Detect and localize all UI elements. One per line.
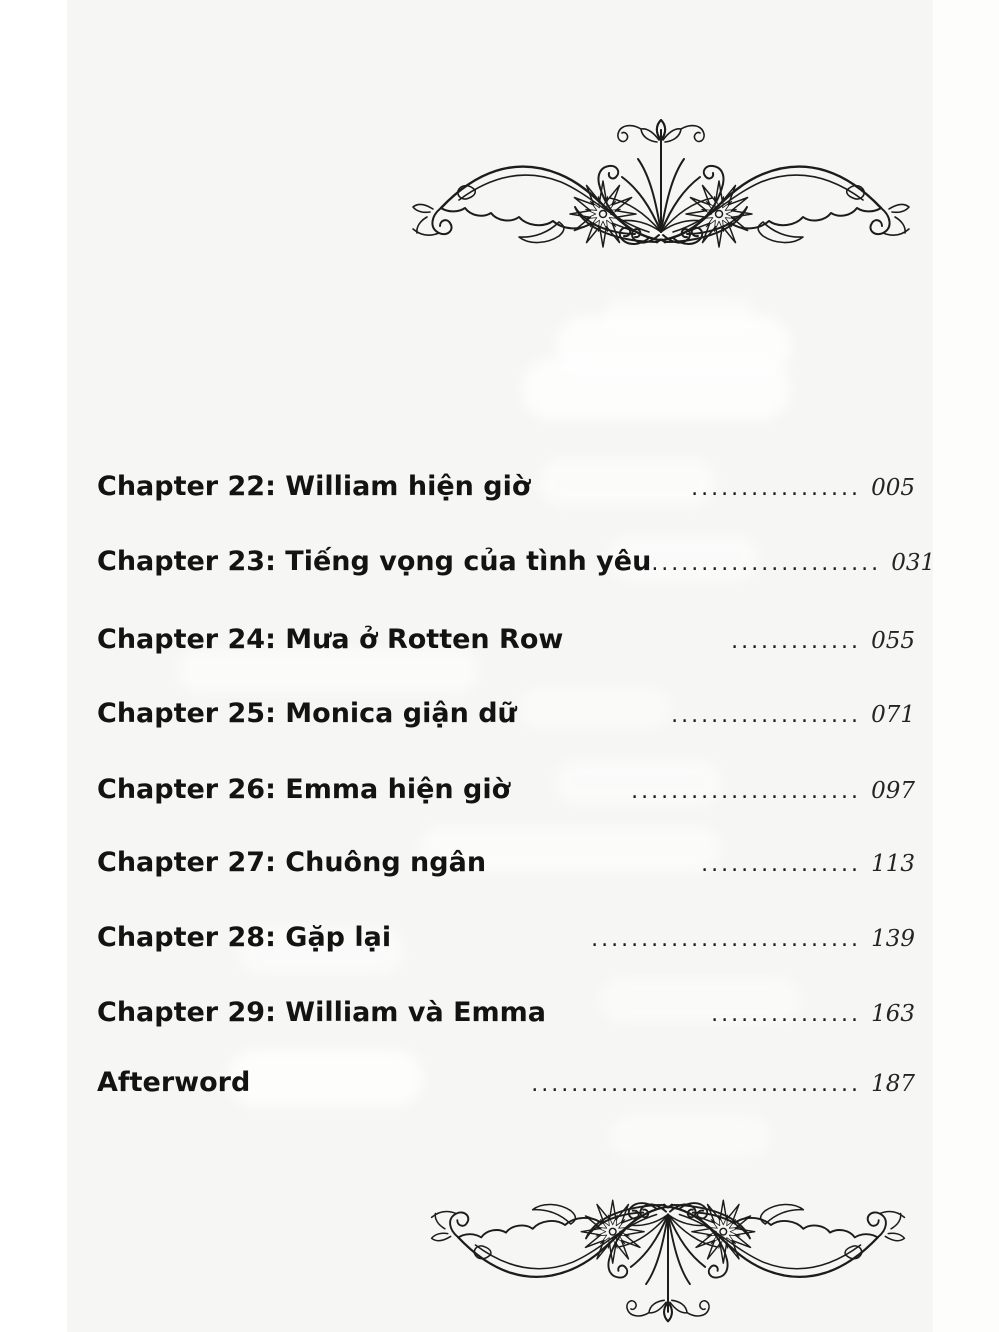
page-margin-left: [0, 0, 67, 1332]
chapter-title: Chapter 26: Emma hiện giờ: [97, 774, 511, 805]
floral-flourish-ornament-top: [410, 114, 912, 264]
dot-leader: .............: [731, 629, 861, 654]
dot-leader: .......................: [651, 551, 882, 576]
toc-row: [97, 1059, 915, 1107]
toc-row: [97, 914, 915, 962]
dot-leader: ...............: [711, 1002, 861, 1027]
page-margin-right: [933, 0, 999, 1332]
page-number: 187: [871, 1071, 915, 1097]
chapter-title: Chapter 22: William hiện giờ: [97, 471, 531, 502]
page-number: 031: [891, 550, 936, 576]
chapter-title: Chapter 24: Mưa ở Rotten Row: [97, 624, 564, 655]
floral-flourish-ornament-bottom: [418, 1184, 918, 1327]
dot-leader: ...................: [671, 703, 861, 728]
chapter-title: Chapter 23: Tiếng vọng của tình yêu: [97, 546, 652, 577]
page-number: 113: [871, 851, 915, 877]
whiteout-blob: [604, 298, 754, 334]
dot-leader: .................: [691, 476, 861, 501]
toc-row: [97, 839, 915, 887]
page-number: 139: [871, 926, 915, 952]
toc-row: [97, 538, 936, 586]
toc-row: [97, 690, 915, 738]
dot-leader: ................: [701, 852, 861, 877]
page-number: 163: [871, 1001, 915, 1027]
chapter-title: Chapter 29: William và Emma: [97, 997, 546, 1028]
chapter-title: Chapter 25: Monica giận dữ: [97, 698, 517, 729]
toc-row: [97, 616, 915, 664]
page-number: 055: [871, 628, 915, 654]
toc-row: [97, 766, 915, 814]
toc-row: [97, 463, 915, 511]
toc-row: [97, 989, 915, 1037]
dot-leader: .......................: [631, 779, 861, 804]
chapter-title: Afterword: [97, 1067, 251, 1098]
whiteout-blob: [610, 1116, 770, 1156]
chapter-title: Chapter 27: Chuông ngân: [97, 847, 487, 878]
whiteout-blob: [522, 358, 790, 420]
dot-leader: .................................: [531, 1072, 861, 1097]
dot-leader: ...........................: [591, 927, 861, 952]
chapter-title: Chapter 28: Gặp lại: [97, 922, 392, 953]
page-number: 097: [871, 778, 915, 804]
page-number: 071: [871, 702, 915, 728]
page-number: 005: [871, 475, 915, 501]
